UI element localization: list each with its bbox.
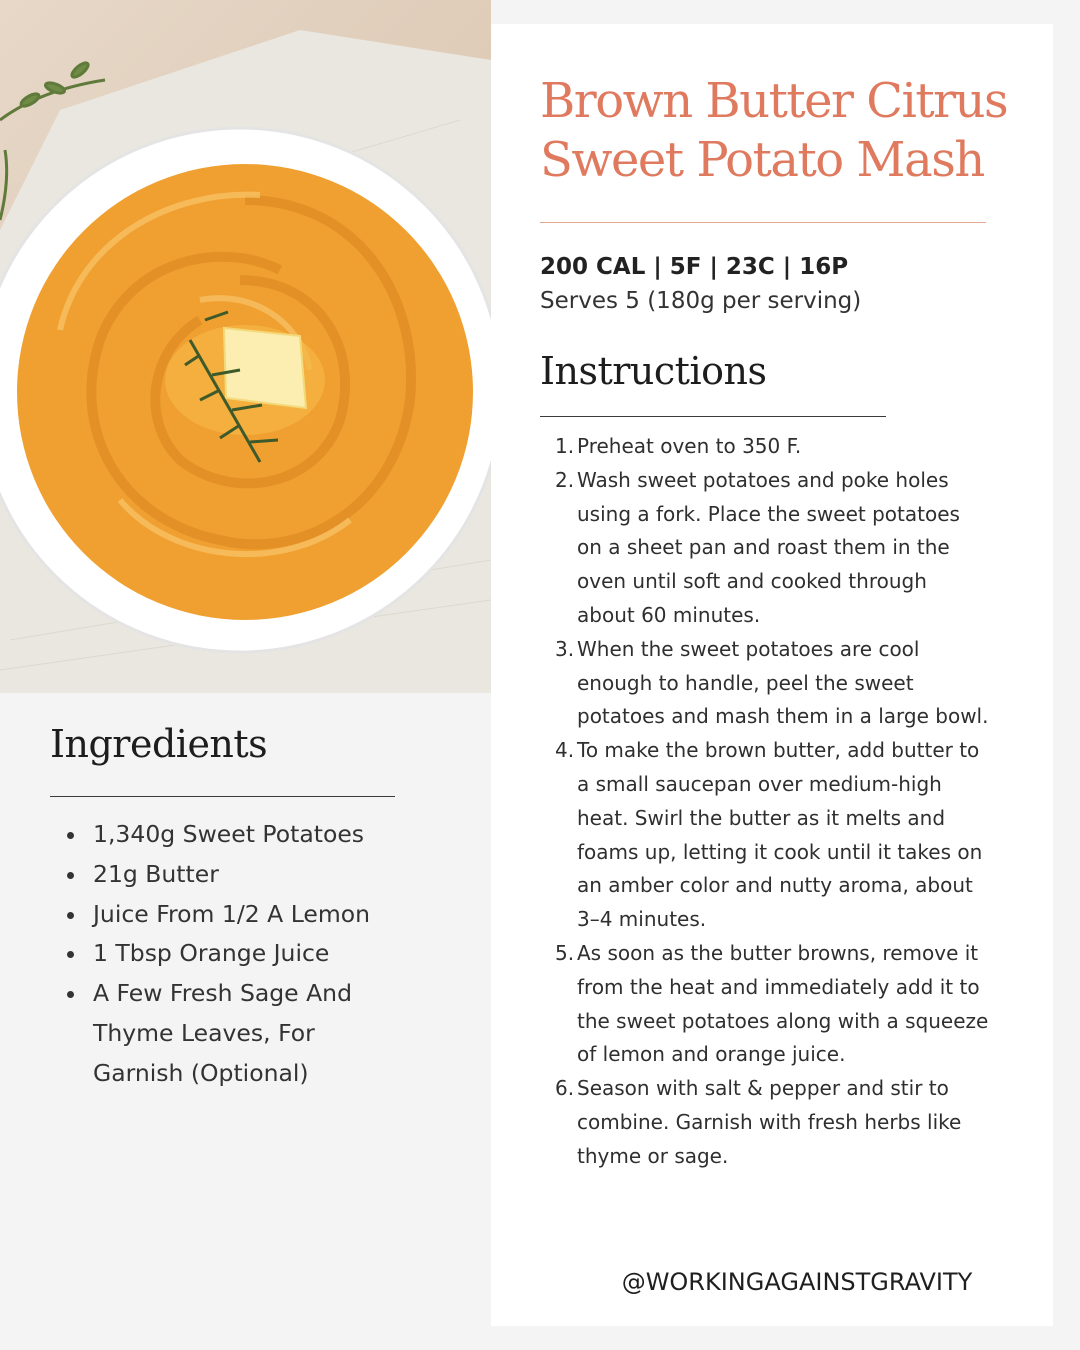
servings-info: Serves 5 (180g per serving) (540, 288, 862, 314)
step-text: Preheat oven to 350 F. (577, 434, 802, 458)
instructions-heading: Instructions (540, 349, 767, 393)
step-text: As soon as the butter browns, remove it from the heat and immediately add it to the sweet potatoes along with a squeeze of lemon and orange juice. (577, 940, 989, 1067)
ingredient-item: 1 Tbsp Orange Juice (50, 934, 393, 974)
title-line-1: Brown Butter Citrus (540, 73, 1008, 129)
step-number: 1. (555, 434, 575, 458)
macros-summary: 200 CAL | 5F | 23C | 16P (540, 254, 849, 280)
recipe-card (491, 24, 1053, 1326)
bullet-icon (67, 951, 74, 958)
bullet-icon (67, 832, 74, 839)
ingredients-divider (50, 796, 395, 797)
step-number: 4. (555, 738, 575, 763)
ingredient-item: Juice From 1/2 A Lemon (50, 895, 393, 935)
ingredients-heading: Ingredients (50, 722, 268, 766)
ingredients-list (50, 815, 450, 1094)
bullet-icon (67, 872, 74, 879)
social-handle: @WORKINGAGAINSTGRAVITY (621, 1268, 973, 1296)
step-number: 5. (555, 940, 575, 965)
step-text: When the sweet potatoes are cool enough to handle, peel the sweet potatoes and mash them in a large bowl. (577, 636, 989, 729)
bullet-icon (67, 991, 74, 998)
instruction-step (540, 734, 990, 937)
bullet-icon (67, 912, 74, 919)
ingredient-item: 21g Butter (50, 855, 393, 895)
instructions-list (540, 430, 990, 1174)
step-number: 6. (555, 1076, 575, 1101)
step-number: 3. (555, 636, 575, 661)
ingredient-item: 1,340g Sweet Potatoes (50, 815, 393, 855)
instruction-step (540, 464, 990, 633)
instruction-step (540, 937, 990, 1072)
step-text: Wash sweet potatoes and poke holes using a fork. Place the sweet potatoes on a sheet pan and roast them in the oven until soft and cooked through about 60 minutes. (577, 467, 960, 627)
step-text: To make the brown butter, add butter to a small saucepan over medium-high heat. Swirl the butter as it melts and foams up, letting it cook until it takes on an amber color and nutty aroma, about 3–4 minutes. (577, 738, 983, 932)
ingredients-section (50, 722, 450, 1094)
recipe-title (540, 72, 1040, 190)
step-text: Season with salt & pepper and stir to combine. Garnish with fresh herbs like thyme or sage. (577, 1076, 962, 1168)
title-line-2: Sweet Potato Mash (540, 132, 984, 188)
instructions-divider (540, 416, 886, 417)
instruction-step (540, 1072, 990, 1173)
instruction-step (540, 633, 990, 734)
dish-photo (0, 0, 491, 693)
instruction-step (540, 430, 990, 464)
title-divider (540, 222, 986, 223)
step-number: 2. (555, 467, 575, 492)
ingredient-item: A Few Fresh Sage And Thyme Leaves, For Garnish (Optional) (50, 974, 393, 1093)
